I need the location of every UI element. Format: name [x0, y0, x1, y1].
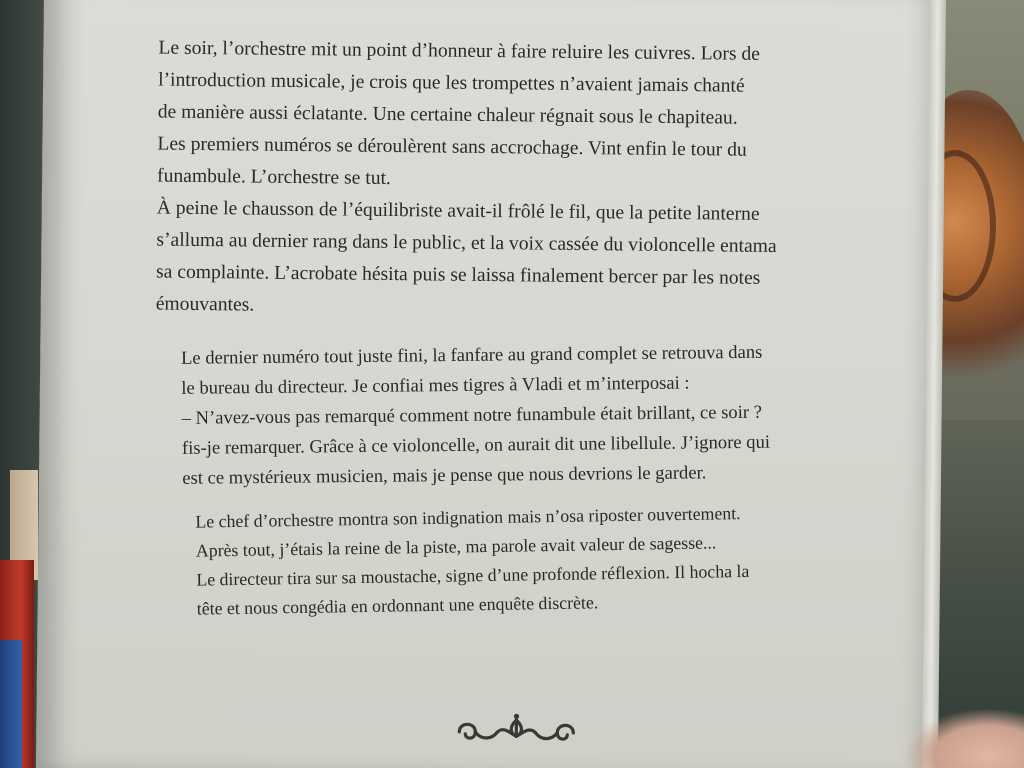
text-line: Le dernier numéro tout juste fini, la fanfare au grand complet se retrouva dans — [180, 341, 763, 369]
paragraph-1 — [156, 33, 849, 328]
text-line: est ce mystérieux musicien, mais je pense que nous devrions le garder. — [182, 462, 707, 489]
text-line: de manière aussi éclatante. Une certaine chaleur régnait sous le chapiteau. — [157, 101, 738, 129]
paragraph-2 — [181, 337, 853, 494]
text-line: – N’avez-vous pas remarqué comment notre funambule était brillant, ce soir ? — [181, 401, 763, 429]
text-line: Le directeur tira sur sa moustache, signe d’une profonde réflexion. Il hocha la — [196, 560, 750, 590]
text-line: Le soir, l’orchestre mit un point d’honneur à faire reluire les cuivres. Lors de — [158, 37, 761, 65]
book-page — [36, 0, 934, 768]
paragraph-3 — [195, 497, 857, 623]
text-line: s’alluma au dernier rang dans le public, et la voix cassée du violoncelle entama — [156, 229, 777, 258]
text-line: le bureau du directeur. Je confiai mes tigres à Vladi et m’interposai : — [181, 372, 690, 399]
text-line: l’introduction musicale, je crois que les trompettes n’avaient jamais chanté — [158, 69, 745, 97]
text-line: Après tout, j’étais la reine de la piste, ma parole avait valeur de sagesse... — [195, 532, 717, 561]
text-line: funambule. L’orchestre se tut. — [157, 165, 392, 190]
book-spine — [0, 640, 22, 768]
fleuron-scroll-icon — [451, 710, 581, 751]
thumb — [904, 708, 1024, 768]
text-line: Le chef d’orchestre montra son indignation mais n’osa riposter ouvertement. — [195, 503, 741, 532]
text-line: tête et nous congédia en ordonnant une enquête discrète. — [196, 592, 599, 619]
text-line: sa complainte. L’acrobate hésita puis se laissa finalement bercer par les notes — [156, 261, 761, 289]
text-line: émouvantes. — [155, 293, 255, 316]
text-line: À peine le chausson de l’équilibriste avait-il frôlé le fil, que la petite lanterne — [156, 197, 760, 225]
text-line: fis-je remarquer. Grâce à ce violoncelle, on aurait dit une libellule. J’ignore qui — [181, 431, 771, 459]
text-line: Les premiers numéros se déroulèrent sans accrochage. Vint enfin le tour du — [157, 133, 747, 161]
